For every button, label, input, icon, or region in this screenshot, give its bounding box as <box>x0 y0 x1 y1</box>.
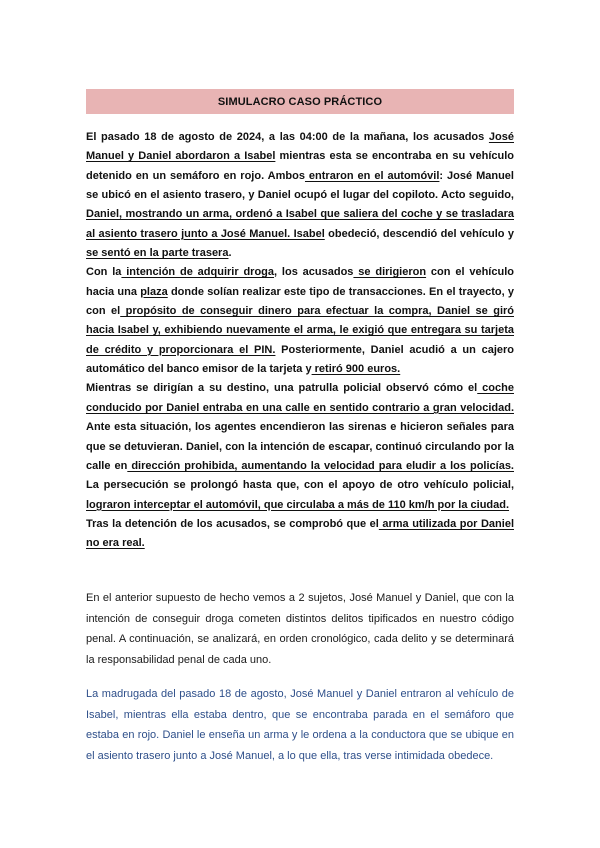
analysis-paragraph: En el anterior supuesto de hecho vemos a 2 sujetos, José Manuel y Daniel, que con la intención de conseguir droga cometen distintos delitos tipificados en nuestro código penal. A continuación, se analizará, en orden cronológico, cada delito y se determinará la responsabilidad penal de cada uno. <box>86 592 514 666</box>
case-text: obedeció, descendió del vehículo y <box>324 227 514 240</box>
case-text: , los acusados <box>274 266 354 279</box>
highlighted-fact: arma utilizada por Daniel no era real. <box>86 517 514 550</box>
highlighted-fact: dirección prohibida, aumentando la velocidad para eludir a los policías. <box>127 459 514 472</box>
highlighted-fact: entraron en el automóvil <box>304 169 440 182</box>
analysis-section-1 <box>86 684 514 766</box>
highlighted-fact: José Manuel y Daniel abordaron a Isabel <box>86 131 514 163</box>
blue-paragraph: La madrugada del pasado 18 de agosto, José Manuel y Daniel entraron al vehículo de Isabel, mientras ella estaba dentro, que se encontraba parada en el semáforo que estaba en rojo. Daniel le enseña un arma y le ordena a la conductora que se ubique en el asiento trasero junto a José Manuel, a lo que ella, tras verse intimidada obedece. <box>86 688 514 762</box>
case-text: : José Manuel se ubicó en el asiento trasero, y Daniel ocupó el lugar del copiloto. Acto seguido, <box>86 169 514 202</box>
case-text: . <box>228 247 232 260</box>
highlighted-fact: lograron interceptar el automóvil, que circulaba a más de 110 km/h por la ciudad. <box>86 498 510 511</box>
highlighted-fact: plaza <box>140 285 168 298</box>
case-paragraph-4 <box>86 515 514 554</box>
title-banner <box>86 89 514 114</box>
highlighted-fact: propósito de conseguir dinero para efectuar la compra, Daniel se giró hacia Isabel y, exhibiendo nuevamente el arma, le exigió que entregara su tarjeta de crédito y proporcionara el PIN. <box>86 305 514 356</box>
case-text: La persecución se prolongó hasta que, con el apoyo de otro vehículo policial, <box>86 479 514 492</box>
highlighted-fact: se dirigieron <box>353 266 427 279</box>
case-text: Tras la detención de los acusados, se comprobó que el <box>86 517 379 530</box>
document-title: SIMULACRO CASO PRÁCTICO <box>217 95 383 108</box>
case-statement <box>86 128 514 554</box>
highlighted-fact: coche conducido por Daniel entraba en una calle en sentido contrario a gran velocidad. <box>86 382 514 414</box>
case-paragraph-1 <box>86 128 514 263</box>
highlighted-fact: retiró 900 euros. <box>311 363 401 376</box>
case-paragraph-3 <box>86 379 514 514</box>
case-text: Ante esta situación, los agentes encendieron las sirenas e hicieron señales para que se detuvieran. Daniel, con la intención de escapar, continuó circulando por la calle en <box>86 421 514 472</box>
highlighted-fact: se sentó en la parte trasera <box>86 247 229 260</box>
highlighted-fact: intención de adquirir droga <box>121 266 275 279</box>
case-paragraph-2 <box>86 263 514 379</box>
case-text: Posteriormente, Daniel acudió a un cajero automático del banco emisor de la tarjeta y <box>86 343 515 376</box>
highlighted-fact: Daniel, mostrando un arma, ordenó a Isabel que saliera del coche y se trasladara al asiento trasero junto a José Manuel. Isabel <box>86 208 514 240</box>
case-text: El pasado 18 de agosto de 2024, a las 04:00 de la mañana, los acusados <box>86 131 489 143</box>
analysis-intro <box>86 588 514 670</box>
case-text: Mientras se dirigían a su destino, una patrulla policial observó cómo el <box>86 382 478 395</box>
case-text: con el vehículo hacia una <box>86 266 514 298</box>
case-text: mientras esta se encontraba en su vehículo detenido en un semáforo en rojo. Ambos <box>86 150 515 182</box>
case-text: Con la <box>86 266 122 279</box>
case-text: donde solían realizar este tipo de transacciones. En el trayecto, y con el <box>86 285 514 318</box>
